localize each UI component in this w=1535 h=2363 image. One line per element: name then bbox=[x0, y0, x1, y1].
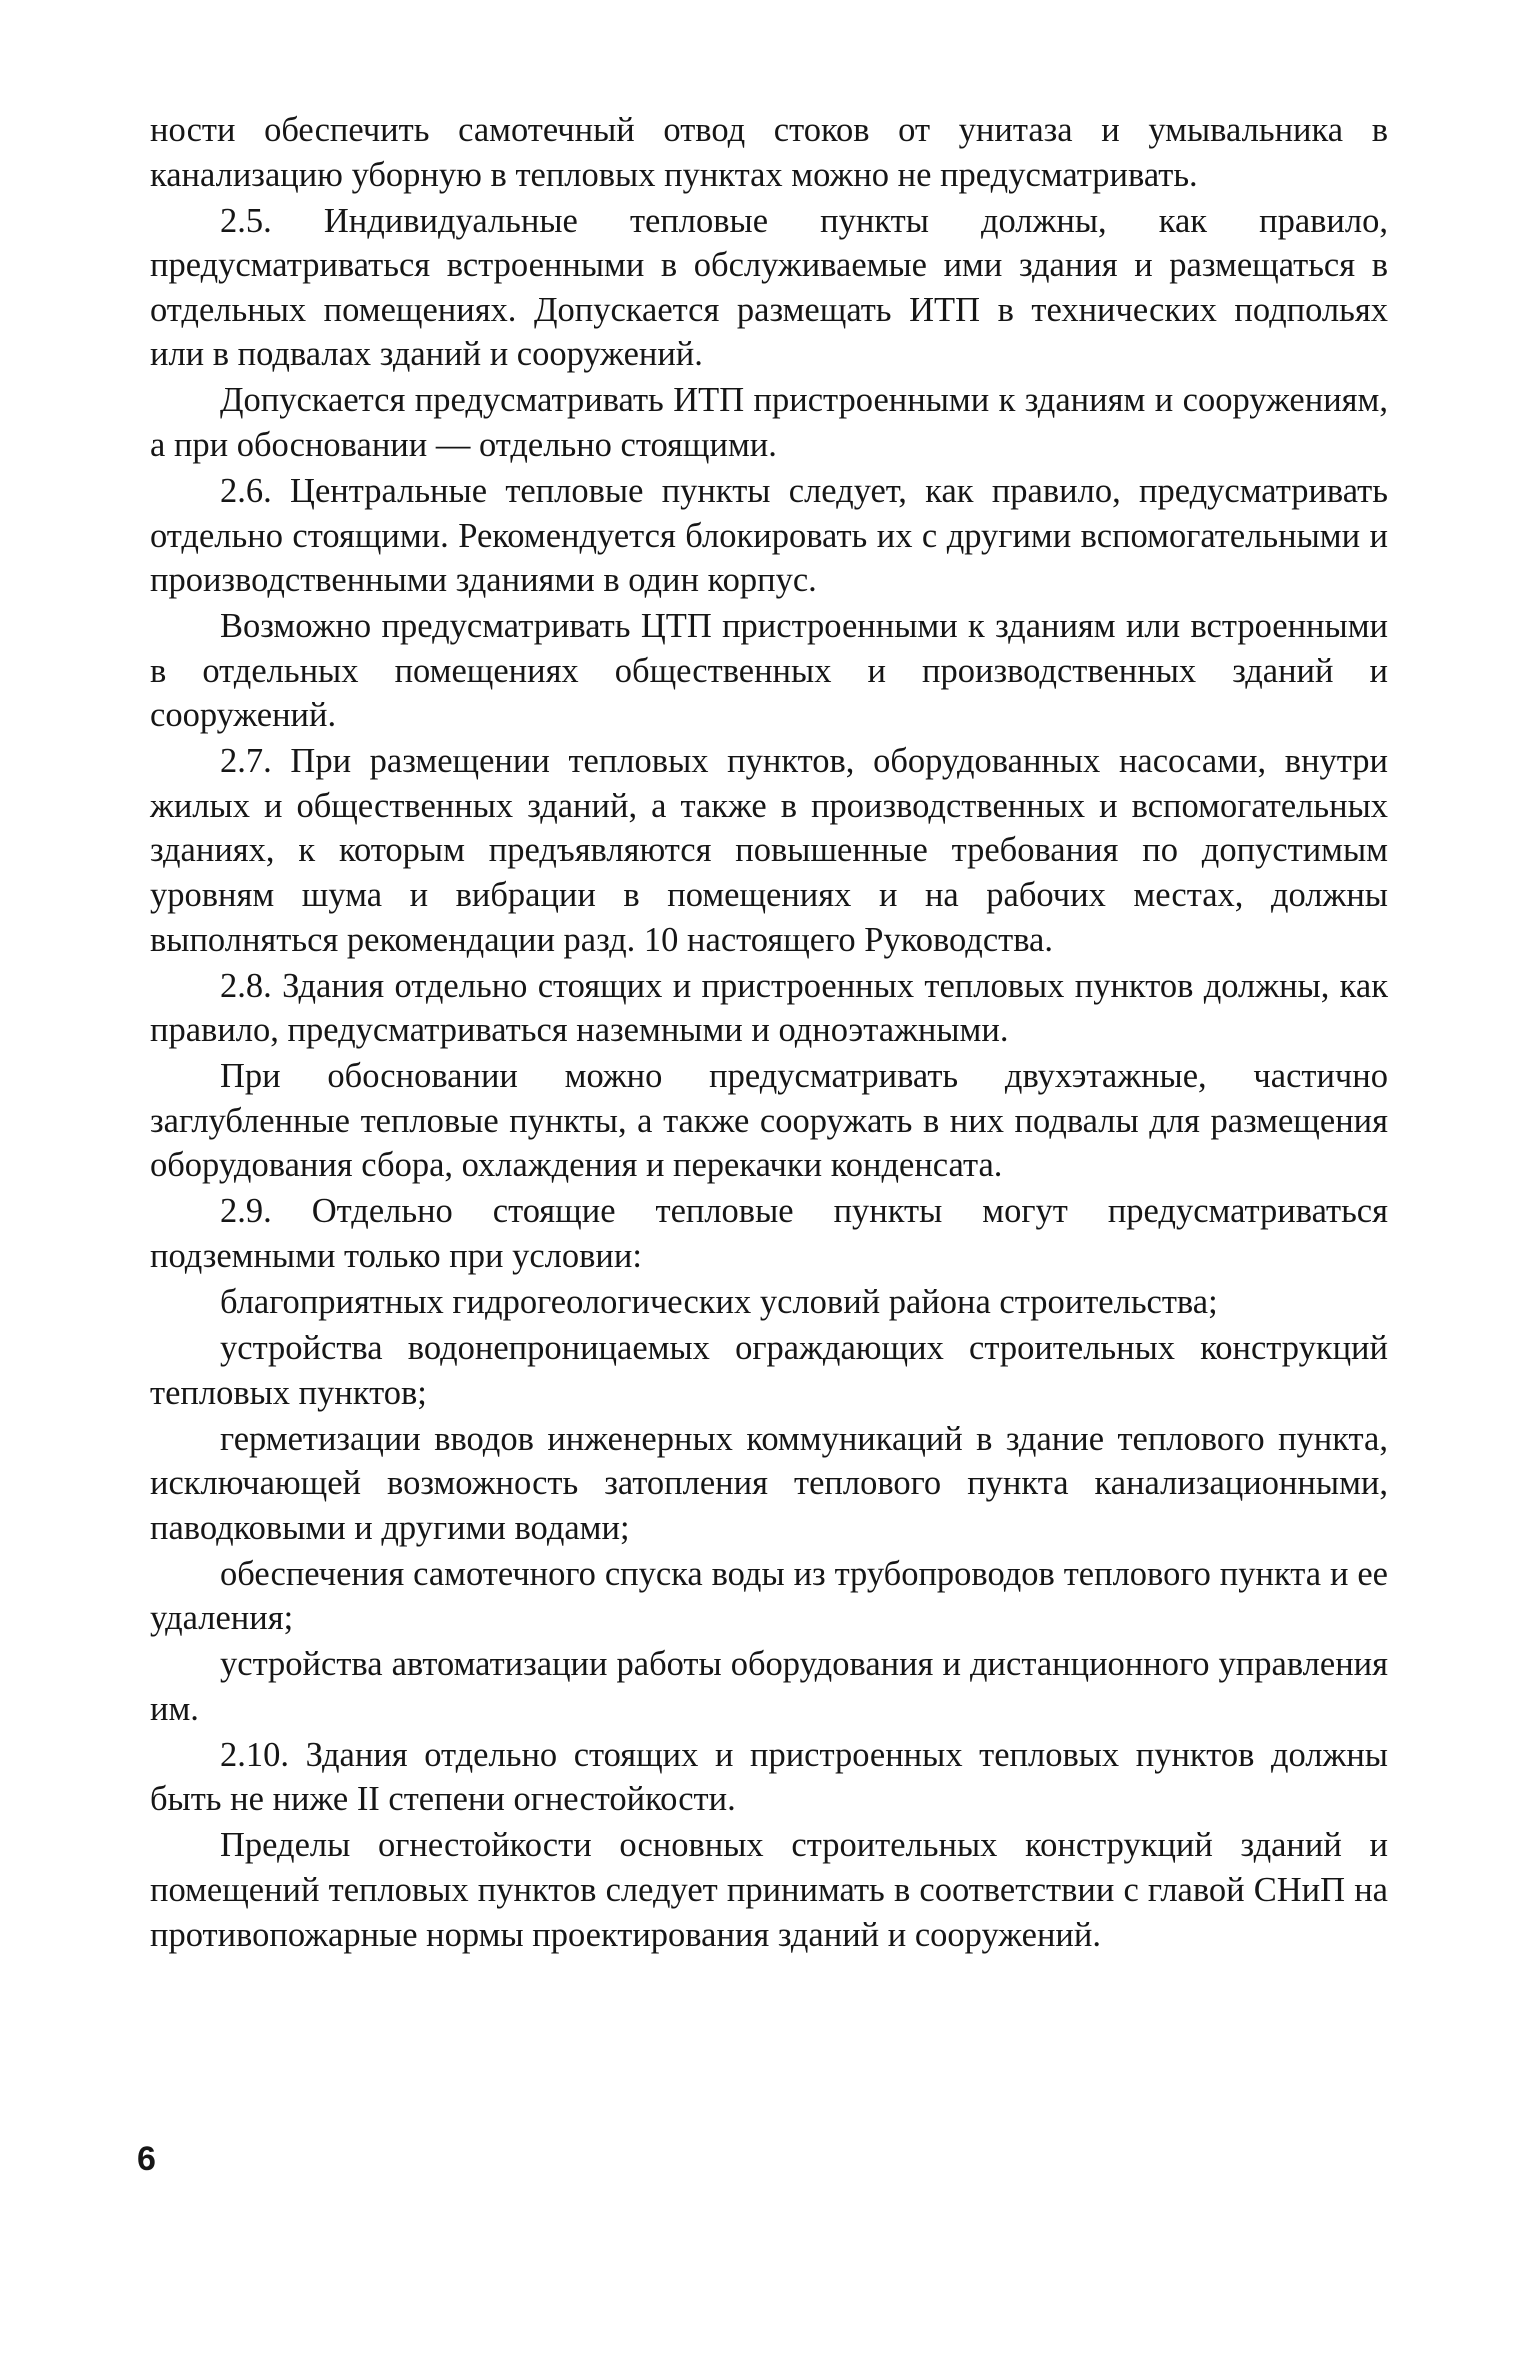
condition-gravity-drainage: обеспечения самотечного спуска воды из трубопроводов теплового пункта и ее удаления; bbox=[150, 1554, 1388, 1638]
document-body bbox=[150, 108, 1388, 1959]
paragraph-2-10-fire-resistance: Пределы огнестойкости основных строительных конструкций зданий и помещений тепловых пунктов следует принимать в соответствии с главой СНиП на противопожарные нормы проектирования зданий и сооружений. bbox=[150, 1826, 1388, 1954]
paragraph-continuation: ности обеспечить самотечный отвод стоков от унитаза и умывальника в канализацию уборную в тепловых пунктах можно не предусматривать. bbox=[150, 111, 1388, 194]
paragraph-2-10: 2.10. Здания отдельно стоящих и пристроенных тепловых пунктов должны быть не ниже II степени огнестойкости. bbox=[150, 1735, 1388, 1819]
page-number: 6 bbox=[137, 2140, 156, 2178]
paragraph-2-5: 2.5. Индивидуальные тепловые пункты должны, как правило, предусматриваться встроенными в обслуживаемые ими здания и размещаться в отдельных помещениях. Допускается размещать ИТП в технических подпольях или в подвалах зданий и сооружений. bbox=[150, 201, 1388, 374]
paragraph-2-8-two-storey: При обосновании можно предусматривать двухэтажные, частично заглубленные тепловые пункты, а также сооружать в них подвалы для размещения оборудования сбора, охлаждения и перекачки конденсата. bbox=[150, 1057, 1388, 1185]
condition-automation: устройства автоматизации работы оборудования и дистанционного управления им. bbox=[150, 1645, 1388, 1728]
paragraph-2-6: 2.6. Центральные тепловые пункты следует, как правило, предусматривать отдельно стоящими. Рекомендуется блокировать их с другими вспомогательными и производственными зданиями в один корпус. bbox=[150, 471, 1388, 600]
condition-sealed-inputs: герметизации вводов инженерных коммуникаций в здание теплового пункта, исключающей возможность затопления теплового пункта канализационными, паводковыми и другими водами; bbox=[150, 1419, 1388, 1547]
paragraph-2-8: 2.8. Здания отдельно стоящих и пристроенных тепловых пунктов должны, как правило, предусматриваться наземными и одноэтажными. bbox=[150, 966, 1388, 1050]
paragraph-2-7: 2.7. При размещении тепловых пунктов, оборудованных насосами, внутри жилых и общественных зданий, а также в производственных и вспомогательных зданиях, к которым предъявляются повышенные требования по допустимым уровням шума и вибрации в помещениях и на рабочих местах, должны выполняться рекомендации разд. 10 настоящего Руководства. bbox=[150, 742, 1388, 959]
condition-waterproof-structures: устройства водонепроницаемых ограждающих строительных конструкций тепловых пунктов; bbox=[150, 1328, 1388, 1412]
condition-hydrogeology: благоприятных гидрогеологических условий района строительства; bbox=[220, 1282, 1218, 1321]
paragraph-2-9: 2.9. Отдельно стоящие тепловые пункты могут предусматриваться подземными только при условии: bbox=[150, 1192, 1388, 1275]
paragraph-2-5-itp-placement: Допускается предусматривать ИТП пристроенными к зданиям и сооружениям, а при обосновании — отдельно стоящими. bbox=[150, 381, 1388, 464]
paragraph-2-6-ctp-placement: Возможно предусматривать ЦТП пристроенными к зданиям или встроенными в отдельных помещениях общественных и производственных зданий и сооружений. bbox=[150, 607, 1388, 735]
